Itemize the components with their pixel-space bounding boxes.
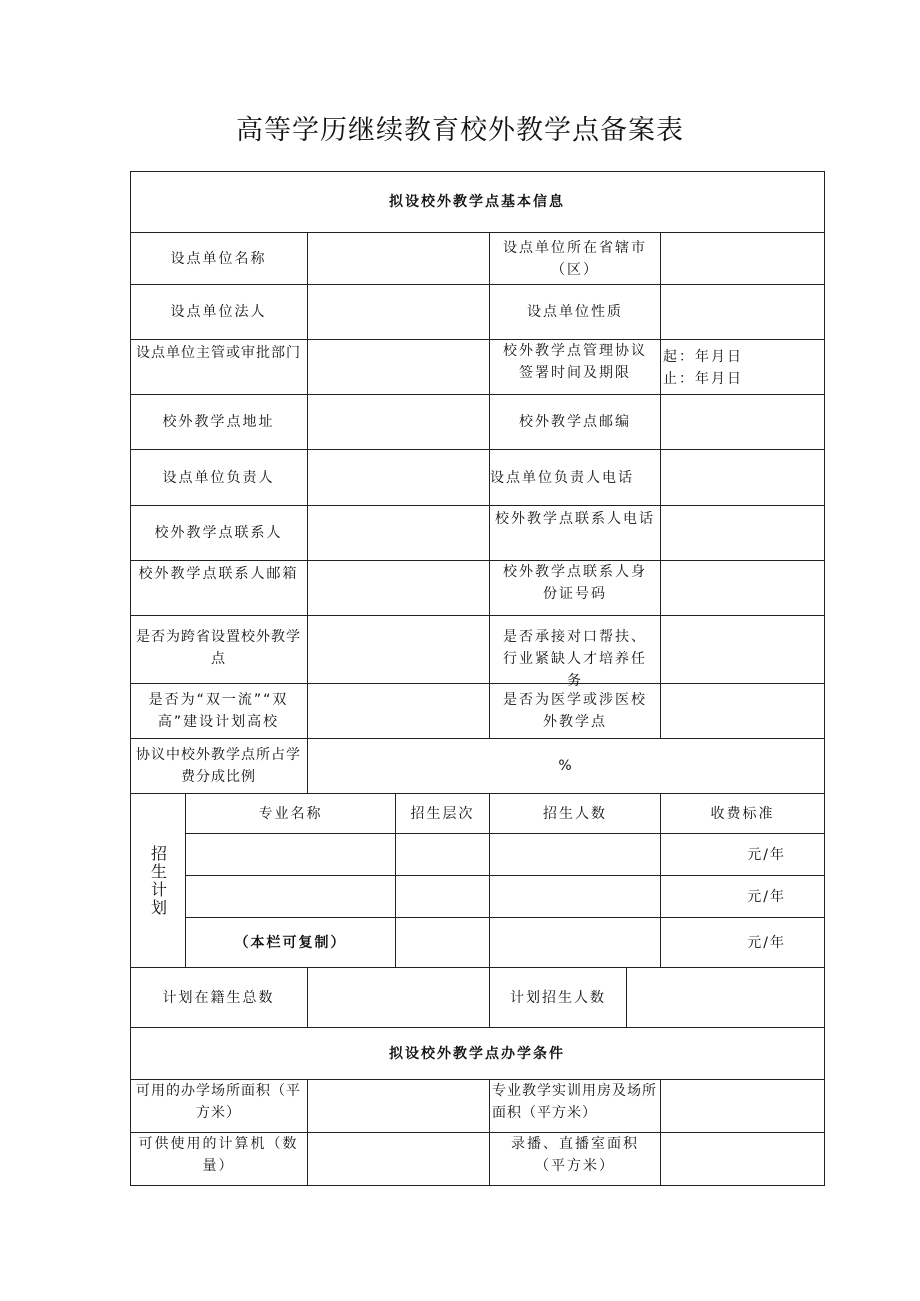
label-unit-legal: 设点单位法人 xyxy=(130,285,308,340)
field-area[interactable] xyxy=(308,1080,490,1133)
label-computers: 可供使用的计算机（数量） xyxy=(130,1133,308,1186)
col-count: 招生人数 xyxy=(490,794,661,834)
plan-row1-major[interactable] xyxy=(186,834,396,876)
field-head-phone[interactable] xyxy=(661,450,825,506)
field-unit-nature[interactable] xyxy=(661,285,825,340)
field-computers[interactable] xyxy=(308,1133,490,1186)
end-date-label: 止：年月日 xyxy=(663,371,743,387)
label-contact: 校外教学点联系人 xyxy=(130,506,308,561)
label-unit-nature: 设点单位性质 xyxy=(490,285,661,340)
label-enrolled-total: 计划在籍生总数 xyxy=(130,968,308,1028)
label-tuition-share: 协议中校外教学点所占学费分成比例 xyxy=(130,739,308,794)
field-contact-id[interactable] xyxy=(661,561,825,616)
label-address: 校外教学点地址 xyxy=(130,395,308,450)
field-enrolled-total[interactable] xyxy=(308,968,490,1028)
label-double-first: 是否为“双一流”“双高”建设计划高校 xyxy=(130,684,308,739)
field-unit-authority[interactable] xyxy=(308,340,490,395)
field-unit-province[interactable] xyxy=(661,233,825,285)
field-contact-phone[interactable] xyxy=(661,506,825,561)
label-agreement-time: 校外教学点管理协议签署时间及期限 xyxy=(490,340,661,395)
field-training-area[interactable] xyxy=(661,1080,825,1133)
field-address[interactable] xyxy=(308,395,490,450)
plan-row1-fee[interactable]: 元/年 xyxy=(661,834,825,876)
col-major-name: 专业名称 xyxy=(186,794,396,834)
label-plan-count: 计划招生人数 xyxy=(490,968,627,1028)
field-agreement-time[interactable] xyxy=(661,340,825,395)
plan-copy-note: （本栏可复制） xyxy=(186,918,396,968)
label-unit-province: 设点单位所在省辖市（区） xyxy=(490,233,661,285)
plan-row1-count[interactable] xyxy=(490,834,661,876)
start-date-label: 起：年月日 xyxy=(663,349,743,365)
field-contact-email[interactable] xyxy=(308,561,490,616)
label-enrollment-plan: 招生计划 xyxy=(130,794,186,968)
label-training-area: 专业教学实训用房及场所面积（平方米） xyxy=(490,1080,661,1133)
label-unit-name: 设点单位名称 xyxy=(130,233,308,285)
label-area: 可用的办学场所面积（平方米） xyxy=(130,1080,308,1133)
label-studio-area: 录播、直播室面积（平方米） xyxy=(490,1133,661,1186)
plan-row3-fee[interactable]: 元/年 xyxy=(661,918,825,968)
field-poverty-task[interactable] xyxy=(661,616,825,684)
label-head: 设点单位负责人 xyxy=(130,450,308,506)
field-unit-legal[interactable] xyxy=(308,285,490,340)
plan-row1-level[interactable] xyxy=(396,834,490,876)
section-conditions: 拟设校外教学点办学条件 xyxy=(130,1028,825,1080)
label-cross-province: 是否为跨省设置校外教学点 xyxy=(130,616,308,684)
label-contact-email: 校外教学点联系人邮箱 xyxy=(130,561,308,616)
col-fee: 收费标准 xyxy=(661,794,825,834)
label-contact-phone: 校外教学点联系人电话 xyxy=(490,506,661,561)
plan-row2-level[interactable] xyxy=(396,876,490,918)
field-medical[interactable] xyxy=(661,684,825,739)
col-level: 招生层次 xyxy=(396,794,490,834)
label-contact-id: 校外教学点联系人身份证号码 xyxy=(490,561,661,616)
form-title: 高等学历继续教育校外教学点备案表 xyxy=(236,115,684,146)
label-poverty-task: 是否承接对口帮扶、行业紧缺人才培养任务 xyxy=(490,616,661,684)
field-double-first[interactable] xyxy=(308,684,490,739)
field-head[interactable] xyxy=(308,450,490,506)
field-unit-name[interactable] xyxy=(308,233,490,285)
section-basic-info: 拟设校外教学点基本信息 xyxy=(130,171,825,233)
label-medical: 是否为医学或涉医校外教学点 xyxy=(490,684,661,739)
label-postcode: 校外教学点邮编 xyxy=(490,395,661,450)
field-cross-province[interactable] xyxy=(308,616,490,684)
label-unit-authority: 设点单位主管或审批部门 xyxy=(130,340,308,395)
plan-row3-level[interactable] xyxy=(396,918,490,968)
field-postcode[interactable] xyxy=(661,395,825,450)
field-studio-area[interactable] xyxy=(661,1133,825,1186)
plan-row2-fee[interactable]: 元/年 xyxy=(661,876,825,918)
label-head-phone: 设点单位负责人电话 xyxy=(490,450,661,506)
field-tuition-share[interactable]: % xyxy=(308,739,825,794)
plan-row2-major[interactable] xyxy=(186,876,396,918)
plan-row2-count[interactable] xyxy=(490,876,661,918)
plan-row3-count[interactable] xyxy=(490,918,661,968)
field-contact[interactable] xyxy=(308,506,490,561)
field-plan-count[interactable] xyxy=(627,968,825,1028)
